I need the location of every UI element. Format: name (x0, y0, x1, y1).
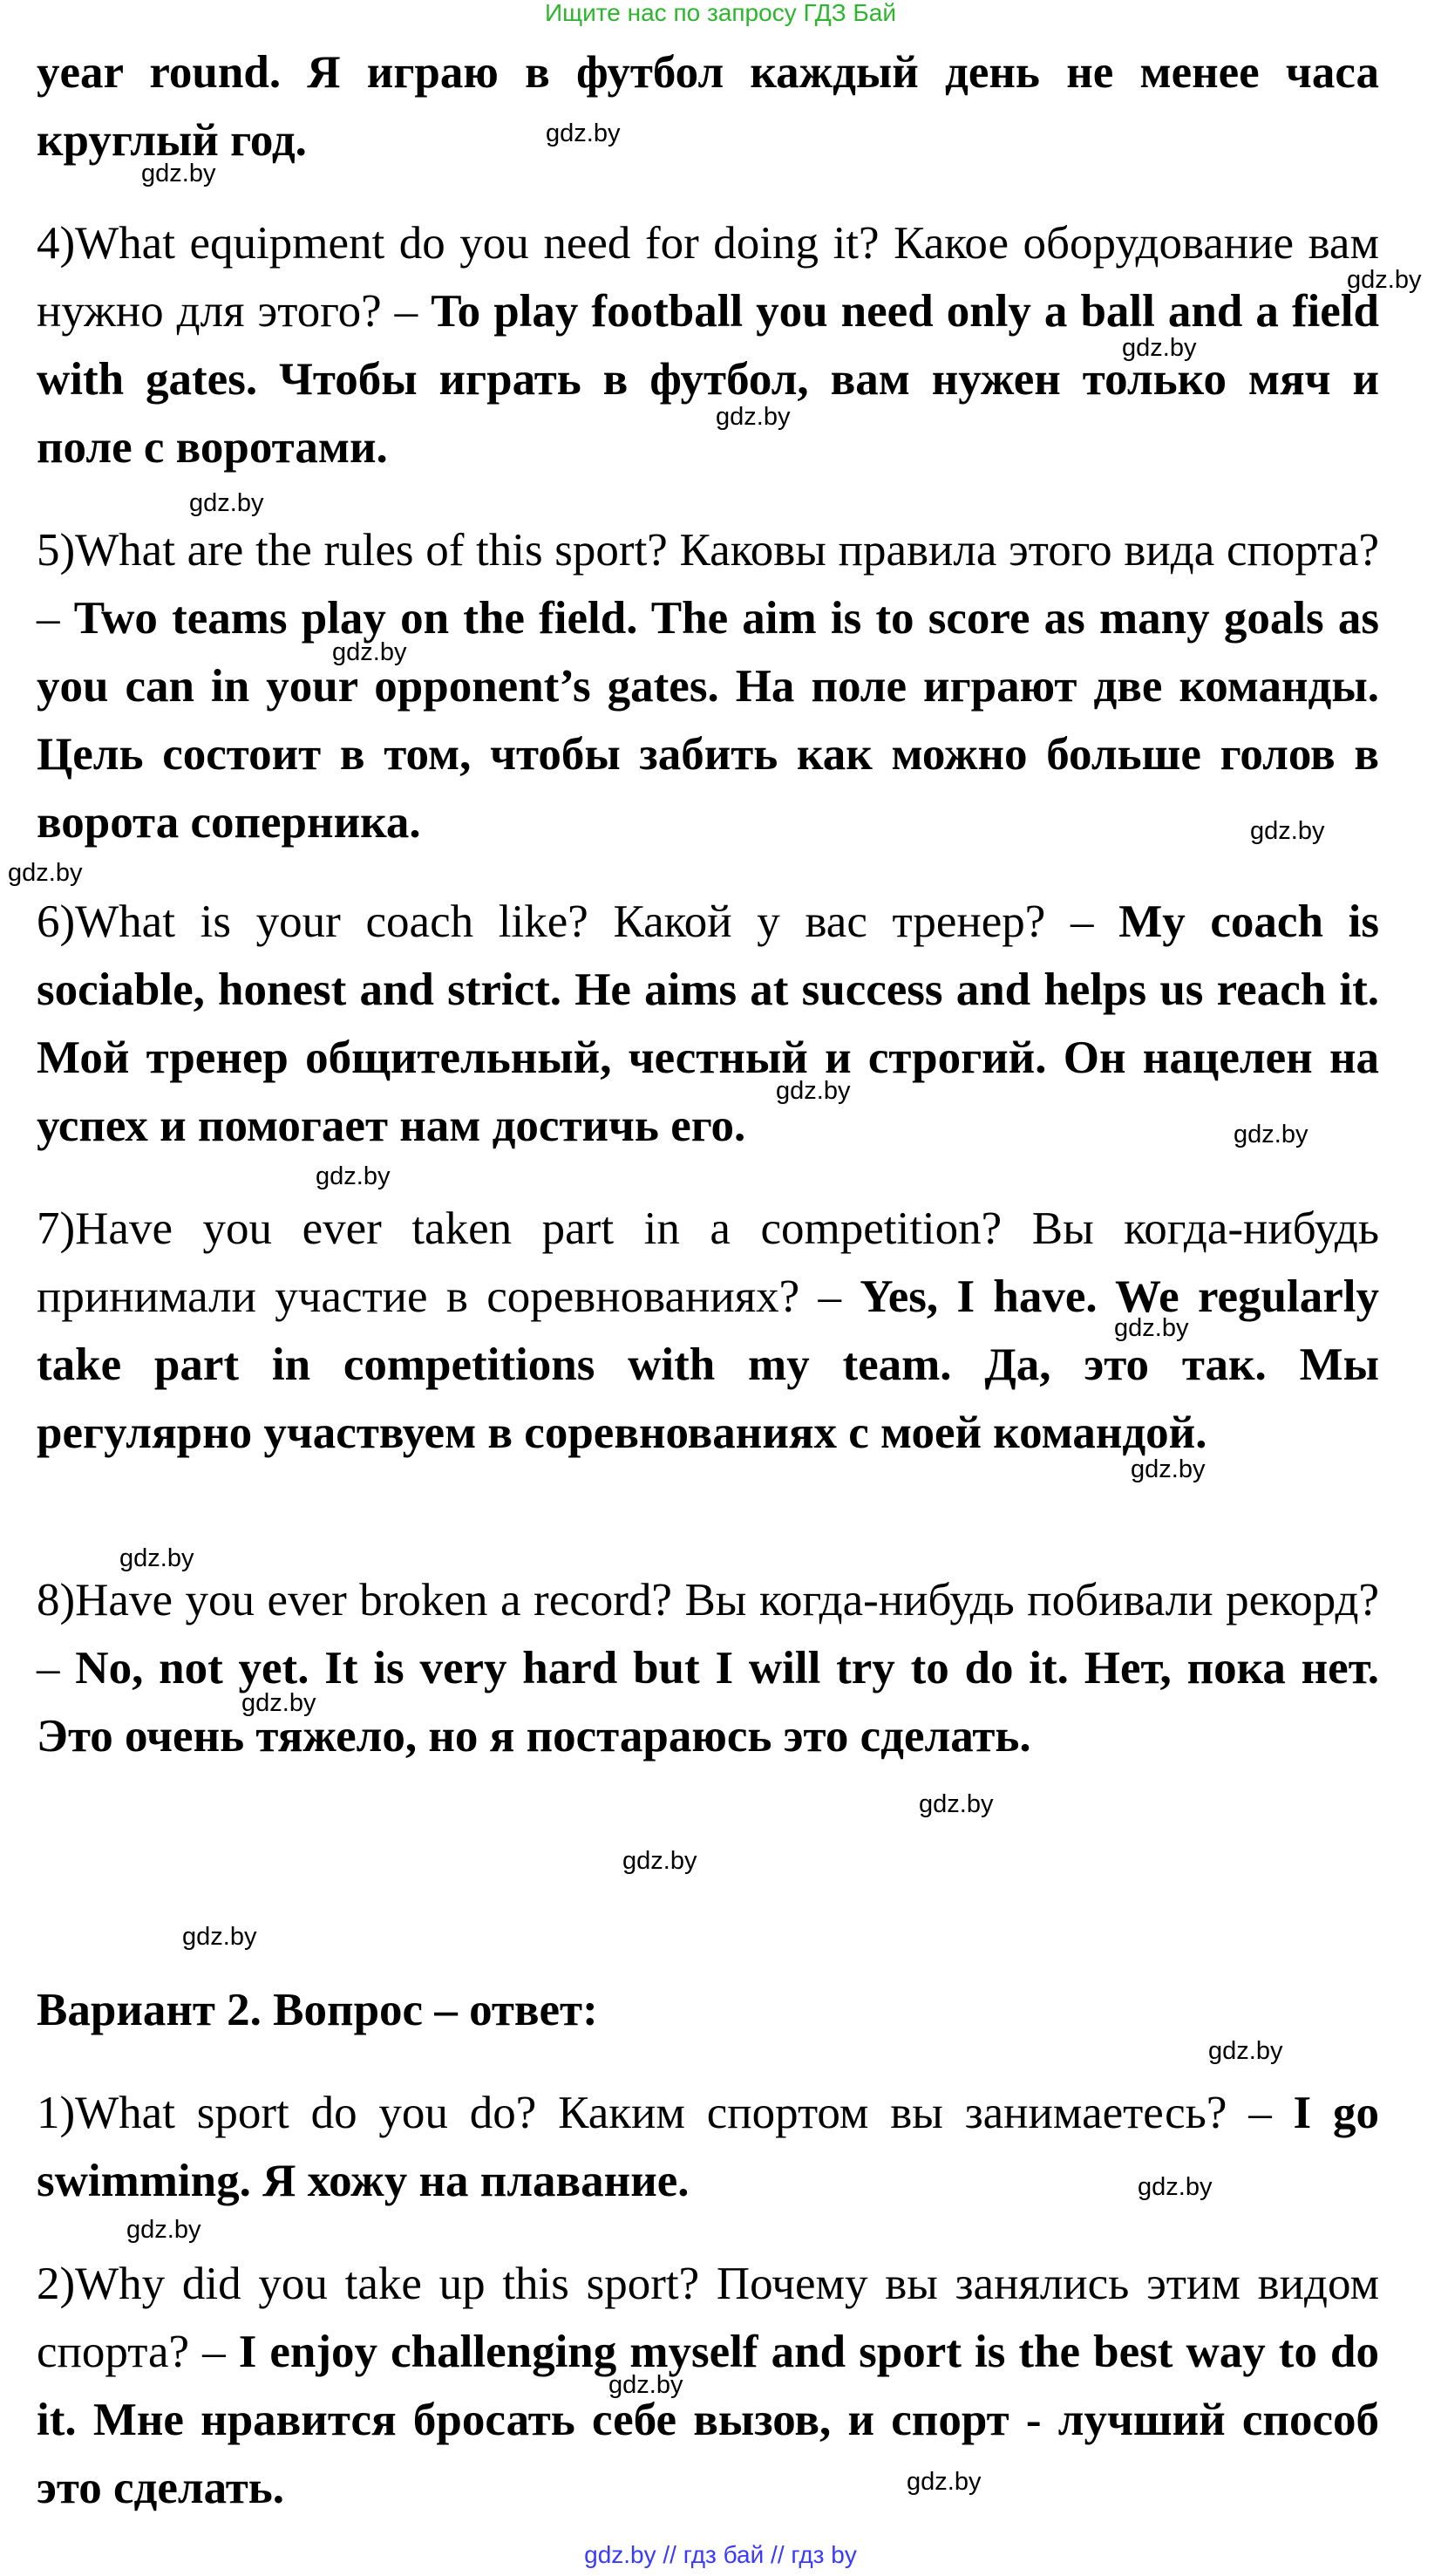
answer-text: No, not yet. It is very hard but I will try to do it. Нет, пока нет. Это очень тяжело, но я постараюсь это сделать. (37, 1643, 1379, 1762)
top-banner[interactable]: Ищите нас по запросу ГДЗ Бай (544, 0, 897, 26)
watermark: gdz.by (189, 489, 264, 517)
watermark: gdz.by (608, 2371, 683, 2399)
watermark: gdz.by (776, 1077, 851, 1105)
bottom-footer[interactable]: gdz.by // гдз бай // гдз by (584, 2541, 857, 2568)
watermark: gdz.by (241, 1689, 316, 1717)
question-block-6 (37, 888, 1379, 1160)
variant2-question-2 (37, 2250, 1379, 2522)
question-text: 6)What is your coach like? Какой у вас тренер? – (37, 896, 1119, 947)
question-block-5 (37, 516, 1379, 856)
question-text: 4)What equipment do you need for doing it? Какое оборудование вам нужно для этого? – (37, 218, 1379, 337)
variant-heading: Вариант 2. Вопрос – ответ: (37, 1985, 598, 2035)
question-block-8 (37, 1566, 1379, 1770)
question-text: 7)Have you ever taken part in a competition? Вы когда-нибудь принимали участие в соревнованиях? – (37, 1203, 1379, 1322)
watermark: gdz.by (126, 2216, 201, 2244)
watermark: gdz.by (919, 1790, 994, 1818)
answer-text: To play football you need only a ball and a field with gates. Чтобы играть в футбол, вам нужен только мяч и поле с воротами. (37, 286, 1379, 473)
watermark: gdz.by (1250, 817, 1325, 845)
watermark: gdz.by (1208, 2037, 1283, 2065)
watermark: gdz.by (1122, 334, 1197, 362)
question-text: 5)What are the rules of this sport? Каковы правила этого вида спорта? – (37, 525, 1379, 644)
watermark: gdz.by (1347, 266, 1422, 294)
question-text: 1)What sport do you do? Каким спортом вы занимаетесь? – (37, 2088, 1294, 2138)
answer-text: year round. Я играю в футбол каждый день не менее часа круглый год. (37, 47, 1379, 166)
answer-block-3-tail (37, 38, 1379, 174)
watermark: gdz.by (546, 119, 621, 147)
watermark: gdz.by (907, 2468, 982, 2496)
watermark: gdz.by (182, 1923, 257, 1951)
watermark: gdz.by (1131, 1455, 1206, 1483)
watermark: gdz.by (1234, 1121, 1308, 1148)
watermark: gdz.by (716, 403, 791, 431)
question-text: 2)Why did you take up this sport? Почему вы занялись этим видом спорта? – (37, 2259, 1379, 2377)
watermark: gdz.by (1114, 1314, 1189, 1342)
watermark: gdz.by (622, 1847, 697, 1875)
watermark: gdz.by (1138, 2173, 1213, 2201)
watermark: gdz.by (316, 1162, 391, 1190)
question-text: 8)Have you ever broken a record? Вы когда-нибудь побивали рекорд? – (37, 1575, 1379, 1693)
answer-text: I enjoy challenging myself and sport is the best way to do it. Мне нравится бросать себе вызов, и спорт - лучший способ это сделать. (37, 2327, 1379, 2513)
watermark: gdz.by (8, 859, 83, 887)
watermark: gdz.by (141, 160, 216, 187)
watermark: gdz.by (119, 1544, 194, 1572)
watermark: gdz.by (332, 638, 407, 666)
answer-text: My coach is sociable, honest and strict. He aims at success and helps us reach it. Мой тренер общительный, честный и строгий. Он нацелен на успех и помогает нам достичь его. (37, 896, 1379, 1151)
answer-text: Yes, I have. We regularly take part in competitions with my team. Да, это так. Мы регулярно участвуем в соревнованиях с моей командой. (37, 1271, 1380, 1458)
answer-text: I go swimming. Я хожу на плавание. (37, 2088, 1379, 2206)
answer-text: Two teams play on the field. The aim is to score as many goals as you can in your opponent’s gates. На поле играют две команды. Цель состоит в том, чтобы забить как можно больше голов в ворота соперника. (37, 593, 1379, 848)
